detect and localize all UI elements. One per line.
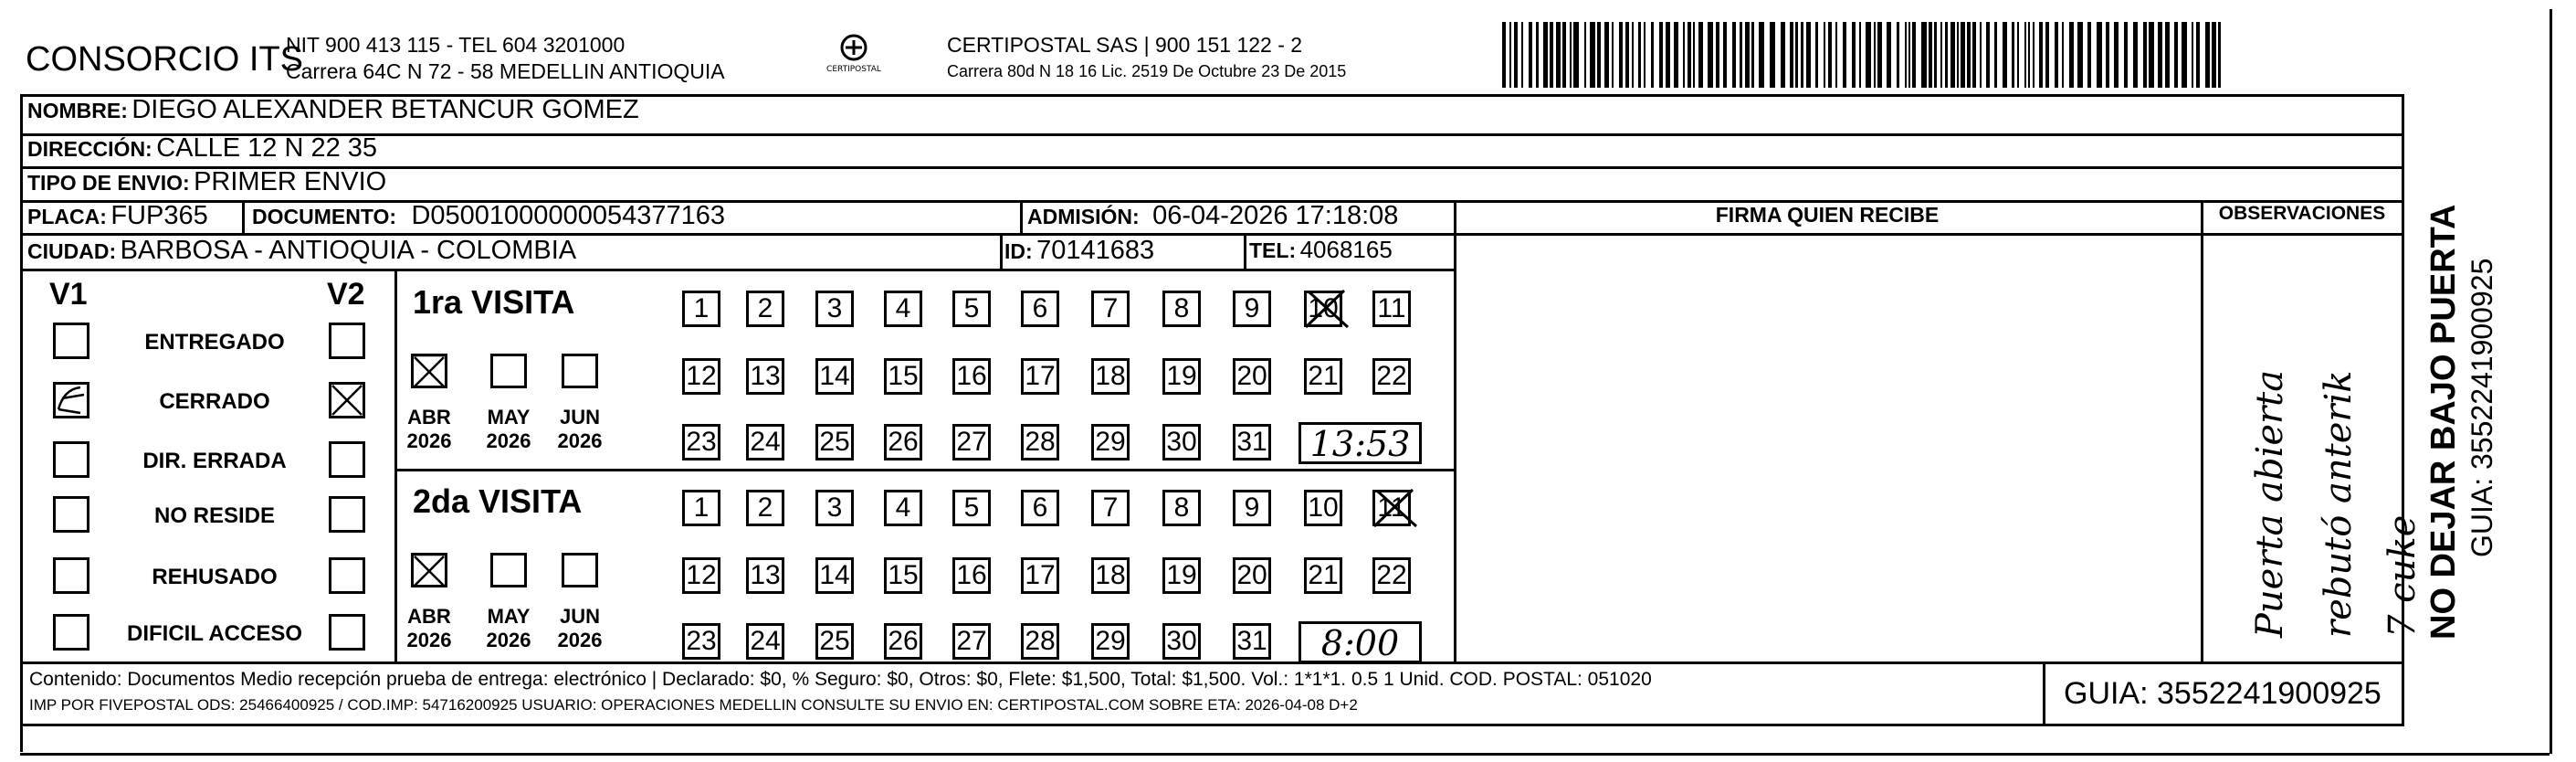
footer-line-1: Contenido: Documentos Medio recepción prueba de entrega: electrónico | Declarado: $0, % Seguro: $0, Otros: $0, Flete: $1,500, Total: $1,500. Vol.: 1*1*1. 0.5 1 Unid. COD. POSTAL: 051020 <box>29 669 1652 690</box>
visit1-month-year-jun: 2026 <box>557 429 603 452</box>
visit2-day-5[interactable]: 5 <box>952 490 991 526</box>
visit1-day-22[interactable]: 22 <box>1372 358 1411 395</box>
status-label-no-reside: NO RESIDE <box>153 503 276 528</box>
visit2-day-30[interactable]: 30 <box>1162 623 1201 660</box>
visit2-day-13[interactable]: 13 <box>746 557 784 594</box>
visit2-day-27[interactable]: 27 <box>952 623 991 660</box>
observations-handwriting <box>2203 236 2424 660</box>
v1-checkbox-entregado[interactable] <box>53 323 89 359</box>
side-guide: GUIA: 3552241900925 <box>2466 258 2498 557</box>
status-label-entregado: ENTREGADO <box>144 330 285 355</box>
v1-checkbox-rehusado[interactable] <box>53 557 89 594</box>
visit2-month-label-abr: ABR <box>407 605 451 628</box>
visit2-day-11[interactable]: 11 <box>1372 490 1411 526</box>
v1-checkbox-no-reside[interactable] <box>53 496 89 533</box>
visit1-day-13[interactable]: 13 <box>746 358 784 395</box>
document-label: DOCUMENTO: <box>252 205 397 228</box>
courier-address: Carrera 80d N 18 16 Lic. 2519 De Octubre 23 De 2015 <box>947 62 1347 80</box>
visit2-month-label-may: MAY <box>487 605 531 628</box>
visit1-day-29[interactable]: 29 <box>1091 424 1130 460</box>
visit2-day-31[interactable]: 31 <box>1233 623 1271 660</box>
id-label: ID: <box>1004 239 1033 263</box>
visit2-day-2[interactable]: 2 <box>746 490 784 526</box>
plate-cell <box>27 201 208 231</box>
visit2-day-1[interactable]: 1 <box>682 490 720 526</box>
visit2-month-checkbox-abr[interactable] <box>411 553 447 587</box>
visit2-day-9[interactable]: 9 <box>1233 490 1271 526</box>
visit1-day-24[interactable]: 24 <box>746 424 784 460</box>
visit1-day-10[interactable]: 10 <box>1304 291 1342 327</box>
admission-label: ADMISIÓN: <box>1027 205 1140 228</box>
visit1-day-30[interactable]: 30 <box>1162 424 1201 460</box>
footer-guide: GUIA: 3552241900925 <box>2064 676 2381 711</box>
visit1-day-27[interactable]: 27 <box>952 424 991 460</box>
visit1-month-checkbox-may[interactable] <box>490 354 527 388</box>
visit1-day-5[interactable]: 5 <box>952 291 991 327</box>
visit1-month-label-abr: ABR <box>407 406 451 429</box>
document-cell <box>252 201 725 231</box>
visit1-day-7[interactable]: 7 <box>1091 291 1130 327</box>
status-label-rehusado: REHUSADO <box>152 565 278 589</box>
visit2-month-checkbox-jun[interactable] <box>562 553 598 587</box>
name-row <box>27 95 639 125</box>
visit2-day-19[interactable]: 19 <box>1162 557 1201 594</box>
logo-text: CERTIPOSTAL <box>826 65 881 74</box>
name-label: NOMBRE: <box>27 99 128 122</box>
signature-header: FIRMA QUIEN RECIBE <box>1715 203 1940 227</box>
visit2-day-20[interactable]: 20 <box>1233 557 1271 594</box>
visit2-day-22[interactable]: 22 <box>1372 557 1411 594</box>
visit1-day-20[interactable]: 20 <box>1233 358 1271 395</box>
visit1-day-3[interactable]: 3 <box>815 291 854 327</box>
address-row <box>27 133 377 164</box>
observation-line-1: Puerta abierta <box>2249 369 2291 638</box>
visit2-day-16[interactable]: 16 <box>952 557 991 594</box>
observations-header: OBSERVACIONES <box>2218 203 2386 224</box>
v2-checkbox-no-reside[interactable] <box>329 496 365 533</box>
visit1-month-label-jun: JUN <box>559 406 600 429</box>
visit2-day-12[interactable]: 12 <box>682 557 720 594</box>
courier-name: CERTIPOSTAL SAS | 900 151 122 - 2 <box>947 33 1303 57</box>
visit2-month-checkbox-may[interactable] <box>490 553 527 587</box>
visit2-day-6[interactable]: 6 <box>1021 490 1059 526</box>
v1-checkbox-dir-errada[interactable] <box>53 441 89 478</box>
plate-label: PLACA: <box>27 205 107 228</box>
visit2-day-7[interactable]: 7 <box>1091 490 1130 526</box>
company-name: CONSORCIO ITS <box>26 40 304 79</box>
visit-title-2: 2da VISITA <box>413 482 583 520</box>
visit1-day-6[interactable]: 6 <box>1021 291 1059 327</box>
visit1-month-year-abr: 2026 <box>406 429 452 452</box>
visit2-day-24[interactable]: 24 <box>746 623 784 660</box>
city-cell <box>27 236 576 266</box>
v2-checkbox-dir-errada[interactable] <box>329 441 365 478</box>
visit2-day-29[interactable]: 29 <box>1091 623 1130 660</box>
visit1-day-26[interactable]: 26 <box>884 424 922 460</box>
admission-cell <box>1027 201 1398 231</box>
observation-line-3: 7 cuke <box>2381 514 2424 638</box>
visit2-month-year-may: 2026 <box>486 629 531 651</box>
recipient-name: DIEGO ALEXANDER BETANCUR GOMEZ <box>131 95 639 124</box>
visit1-day-11[interactable]: 11 <box>1372 291 1411 327</box>
visit1-time-text: 13:53 <box>1309 424 1411 464</box>
visit1-day-21[interactable]: 21 <box>1304 358 1342 395</box>
document-number: D05001000000054377163 <box>411 201 725 230</box>
visit1-day-16[interactable]: 16 <box>952 358 991 395</box>
id-cell <box>1004 236 1154 266</box>
visit2-day-3[interactable]: 3 <box>815 490 854 526</box>
certipostal-logo <box>822 33 886 79</box>
visit2-month-year-abr: 2026 <box>406 629 452 651</box>
visit1-day-2[interactable]: 2 <box>746 291 784 327</box>
visit1-day-19[interactable]: 19 <box>1162 358 1201 395</box>
observations-area[interactable] <box>2203 236 2424 660</box>
v1-checkbox-dificil-acceso[interactable] <box>53 614 89 651</box>
status-label-cerrado: CERRADO <box>159 389 270 414</box>
visit1-day-15[interactable]: 15 <box>884 358 922 395</box>
visit1-month-year-may: 2026 <box>486 429 531 452</box>
id-number: 70141683 <box>1036 236 1155 265</box>
admission-date: 06-04-2026 17:18:08 <box>1152 201 1399 230</box>
visit1-month-checkbox-jun[interactable] <box>562 354 598 388</box>
visit1-day-1[interactable]: 1 <box>682 291 720 327</box>
visit2-time-text: 8:00 <box>1320 623 1400 663</box>
v2-checkbox-entregado[interactable] <box>329 323 365 359</box>
visit1-day-25[interactable]: 25 <box>815 424 854 460</box>
visit2-day-4[interactable]: 4 <box>884 490 922 526</box>
visit2-day-15[interactable]: 15 <box>884 557 922 594</box>
visit2-month-label-jun: JUN <box>559 605 600 628</box>
v1-label: V1 <box>49 277 88 312</box>
send-type: PRIMER ENVIO <box>194 167 387 196</box>
send-type-label: TIPO DE ENVIO: <box>27 171 190 195</box>
v1-checkbox-cerrado[interactable] <box>53 382 89 418</box>
visit2-day-21[interactable]: 21 <box>1304 557 1342 594</box>
send-type-row <box>27 167 386 197</box>
company-nit: NIT 900 413 115 - TEL 604 3201000 <box>286 33 626 57</box>
visit2-day-14[interactable]: 14 <box>815 557 854 594</box>
address-label: DIRECCIÓN: <box>27 137 152 161</box>
visit2-day-18[interactable]: 18 <box>1091 557 1130 594</box>
city-label: CIUDAD: <box>27 239 117 263</box>
visit1-month-label-may: MAY <box>487 406 531 429</box>
visit2-day-8[interactable]: 8 <box>1162 490 1201 526</box>
visit2-day-28[interactable]: 28 <box>1021 623 1059 660</box>
visit1-day-28[interactable]: 28 <box>1021 424 1059 460</box>
footer-line-2: IMP POR FIVEPOSTAL ODS: 25466400925 / COD.IMP: 54716200925 USUARIO: OPERACIONES MEDELLIN CONSULTE SU ENVIO EN: CERTIPOSTAL.COM SOBRE ETA: 2026-04-08 D+2 <box>29 696 1358 714</box>
visit1-day-12[interactable]: 12 <box>682 358 720 395</box>
tel-label: TEL: <box>1249 238 1297 262</box>
visit-title-1: 1ra VISITA <box>413 283 575 321</box>
visit1-day-17[interactable]: 17 <box>1021 358 1059 395</box>
visit2-day-23[interactable]: 23 <box>682 623 720 660</box>
visit1-day-14[interactable]: 14 <box>815 358 854 395</box>
status-label-dir-errada: DIR. ERRADA <box>142 449 287 473</box>
recipient-address: CALLE 12 N 22 35 <box>156 133 378 163</box>
visit1-day-4[interactable]: 4 <box>884 291 922 327</box>
v2-checkbox-rehusado[interactable] <box>329 557 365 594</box>
status-label-dificil-acceso: DIFICIL ACCESO <box>126 621 302 646</box>
visit1-day-23[interactable]: 23 <box>682 424 720 460</box>
visit1-day-31[interactable]: 31 <box>1233 424 1271 460</box>
visit2-month-year-jun: 2026 <box>557 629 603 651</box>
tel-cell <box>1249 236 1393 264</box>
visit2-time-handwritten[interactable] <box>1299 621 1422 663</box>
visit1-time-handwritten[interactable] <box>1299 422 1422 464</box>
company-address: Carrera 64C N 72 - 58 MEDELLIN ANTIOQUIA <box>286 59 725 83</box>
visit1-day-18[interactable]: 18 <box>1091 358 1130 395</box>
v2-checkbox-cerrado[interactable] <box>329 382 365 418</box>
city: BARBOSA - ANTIOQUIA - COLOMBIA <box>120 236 577 265</box>
v2-label: V2 <box>327 277 365 312</box>
plate: FUP365 <box>110 201 208 230</box>
visit2-day-10[interactable]: 10 <box>1304 490 1342 526</box>
tel-number: 4068165 <box>1299 236 1393 263</box>
visit1-month-checkbox-abr[interactable] <box>411 354 447 388</box>
v2-checkbox-dificil-acceso[interactable] <box>329 614 365 651</box>
side-warning: NO DEJAR BAJO PUERTA <box>2424 204 2463 640</box>
visit2-day-17[interactable]: 17 <box>1021 557 1059 594</box>
barcode <box>1498 20 2228 90</box>
visit2-day-26[interactable]: 26 <box>884 623 922 660</box>
signature-area[interactable] <box>1456 236 2199 660</box>
visit1-day-8[interactable]: 8 <box>1162 291 1201 327</box>
observation-line-2: rebutó anterik <box>2318 370 2360 638</box>
visit2-day-25[interactable]: 25 <box>815 623 854 660</box>
visit1-day-9[interactable]: 9 <box>1233 291 1271 327</box>
